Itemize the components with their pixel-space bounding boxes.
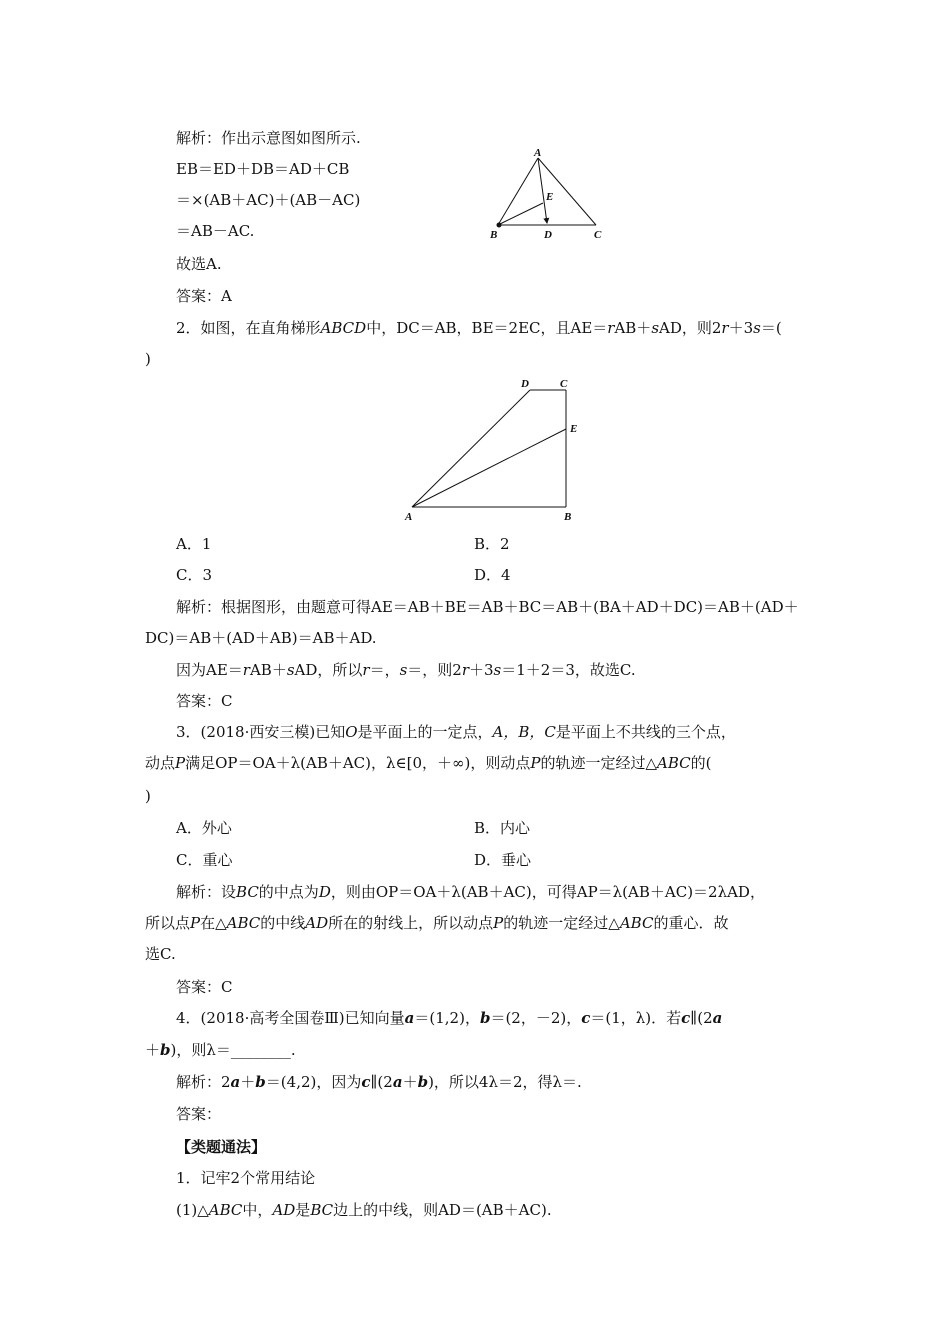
q3-answer: 答案：C [176,978,233,996]
q3-stem-1: 3．(2018·西安三模)已知O是平面上的一定点，A，B，C是平面上不共线的三个点， [176,723,736,741]
segment-be [500,203,543,224]
q3-stem-3: ) [145,787,151,805]
q2-analysis-3: 因为AE＝rAB＋sAD，所以r＝，s＝，则2r＋3s＝1＋2＝3，故选C. [176,661,636,679]
method-title: 【类题通法】 [176,1138,267,1156]
q3-option-c: C．重心 [176,851,233,869]
s1-choose: 故选A. [176,255,222,273]
s1-answer: 答案：A [176,287,232,305]
label-c: C [560,378,568,390]
q2-option-d: D．4 [474,566,511,584]
q3-option-d: D．垂心 [474,851,532,869]
label-a: A [405,511,413,523]
q3-stem-2: 动点P满足OP＝OA＋λ(AB＋AC)，λ∈[0，＋∞)，则动点P的轨迹一定经过△ABC的( [145,754,712,772]
q2-stem-close: ) [145,350,151,368]
q3-option-b: B．内心 [474,819,531,837]
label-e: E [546,191,554,203]
q4-stem-1: 4．(2018·高考全国卷Ⅲ)已知向量a＝(1,2)，b＝(2，－2)，c＝(1，λ)．若c∥(2a [176,1009,723,1027]
q4-analysis: 解析：2a＋b＝(4,2)，因为c∥(2a＋b)，所以4λ＝2，得λ＝. [176,1073,582,1091]
label-b: B [564,511,572,523]
q3-option-a: A．外心 [176,819,232,837]
label-d: D [544,229,552,241]
triangle-figure [480,145,610,245]
q2-stem: 2．如图，在直角梯形ABCD中，DC＝AB，BE＝2EC，且AE＝rAB＋sAD，则2r＋3s＝( [176,319,782,337]
q2-answer: 答案：C [176,692,233,710]
s1-analysis: 解析：作出示意图如图所示. [176,129,361,147]
s1-eq1: EB＝ED＋DB＝AD＋CB [176,160,350,178]
trapezoid-figure [400,372,590,524]
q3-analysis-1: 解析：设BC的中点为D，则由OP＝OA＋λ(AB＋AC)，可得AP＝λ(AB＋AC)＝2λAD， [176,883,765,901]
point-b-dot [497,223,502,228]
q2-option-c: C．3 [176,566,213,584]
q2-option-b: B．2 [474,535,510,553]
q4-answer: 答案： [176,1105,222,1123]
label-c: C [594,229,602,241]
method-line-2: (1)△ABC中，AD是BC边上的中线，则AD＝(AB＋AC). [176,1201,552,1219]
q2-analysis-1: 解析：根据图形，由题意可得AE＝AB＋BE＝AB＋BC＝AB＋(BA＋AD＋DC)＝AB＋(AD＋ [176,598,799,616]
q4-stem-2: ＋b)，则λ＝________. [145,1041,296,1059]
s1-eq2: ＝×(AB＋AC)＋(AB－AC) [176,191,361,209]
q2-option-a: A．1 [176,535,212,553]
q3-analysis-2: 所以点P在△ABC的中线AD所在的射线上，所以动点P的轨迹一定经过△ABC的重心．故 [145,914,729,932]
label-d: D [521,378,529,390]
q2-analysis-2: DC)＝AB＋(AD＋AB)＝AB＋AD. [145,629,377,647]
trapezoid-side-da [412,390,530,507]
segment-ae [412,429,566,507]
method-line-1: 1．记牢2个常用结论 [176,1169,316,1187]
s1-eq3: ＝AB－AC. [176,222,255,240]
label-e: E [570,423,578,435]
q3-analysis-3: 选C. [145,945,176,963]
label-b: B [490,229,498,241]
label-a: A [534,147,542,159]
